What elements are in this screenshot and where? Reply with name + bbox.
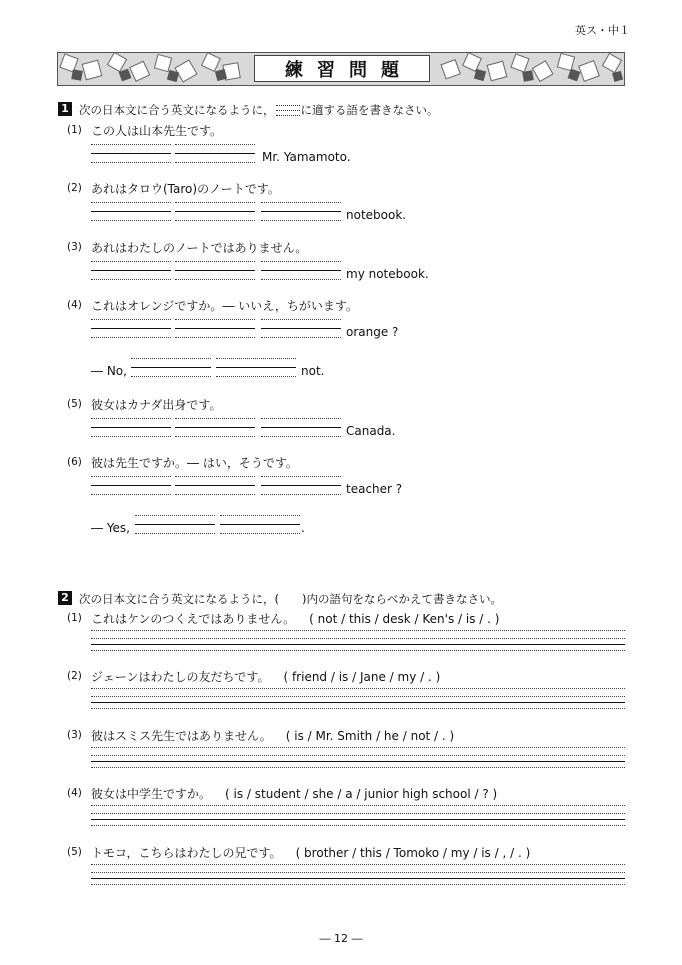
answer-prefix: ― No, <box>91 364 127 378</box>
question-number: (2) <box>67 182 82 194</box>
answer-blank[interactable] <box>261 319 341 339</box>
question-text: トモコ，こちらはわたしの兄です。 ( brother / this / Tomoko / my / is / , / . ) <box>91 846 531 860</box>
writing-line[interactable] <box>91 747 625 769</box>
answer-blank[interactable] <box>175 261 255 281</box>
sentence-tail: not. <box>301 364 325 378</box>
section-1-number: 1 <box>58 102 72 116</box>
answer-blank[interactable] <box>131 358 211 378</box>
question-text: これはケンのつくえではありません。 ( not / this / desk / Ken's / is / . ) <box>91 612 500 626</box>
answer-prefix: ― Yes, <box>91 521 130 535</box>
question-number: (3) <box>67 729 82 741</box>
question-text: あれはわたしのノートではありません。 <box>91 241 308 255</box>
answer-blank[interactable] <box>220 515 300 535</box>
sentence-tail: my notebook. <box>346 267 429 281</box>
sentence-tail: . <box>301 521 305 535</box>
decorative-pattern-left <box>58 52 248 86</box>
question-text: あれはタロウ(Taro)のノートです。 <box>91 182 280 196</box>
section-2-number: 2 <box>58 591 72 605</box>
question-text: 彼女はカナダ出身です。 <box>91 398 222 412</box>
answer-blank[interactable] <box>261 476 341 496</box>
question-number: (4) <box>67 787 82 799</box>
answer-blank[interactable] <box>135 515 215 535</box>
answer-blank[interactable] <box>175 476 255 496</box>
writing-line[interactable] <box>91 805 625 827</box>
decorative-pattern-right <box>437 52 624 86</box>
sentence-tail: notebook. <box>346 208 407 222</box>
dotted-blank-icon <box>276 105 300 116</box>
answer-blank[interactable] <box>175 202 255 222</box>
writing-line[interactable] <box>91 688 625 710</box>
section-1-instruction: 次の日本文に合う英文になるように， に適する語を書きなさい。 <box>79 103 439 117</box>
writing-line[interactable] <box>91 864 625 886</box>
answer-blank[interactable] <box>175 418 255 438</box>
question-number: (5) <box>67 846 82 858</box>
sentence-tail: orange ? <box>346 325 399 339</box>
page-number: ― 12 ― <box>319 932 363 945</box>
answer-blank[interactable] <box>91 476 171 496</box>
question-number: (4) <box>67 299 82 311</box>
answer-blank[interactable] <box>261 261 341 281</box>
question-number: (3) <box>67 241 82 253</box>
answer-blank[interactable] <box>91 418 171 438</box>
answer-blank[interactable] <box>216 358 296 378</box>
sentence-tail: Mr. Yamamoto. <box>262 150 351 164</box>
question-number: (5) <box>67 398 82 410</box>
answer-blank[interactable] <box>91 261 171 281</box>
question-text: これはオレンジですか。― いいえ，ちがいます。 <box>91 299 358 313</box>
question-text: 彼女は中学生ですか。 ( is / student / she / a / junior high school / ? ) <box>91 787 498 801</box>
answer-blank[interactable] <box>261 202 341 222</box>
answer-blank[interactable] <box>261 418 341 438</box>
question-text: 彼はスミス先生ではありません。 ( is / Mr. Smith / he / not / . ) <box>91 729 455 743</box>
answer-blank[interactable] <box>175 144 255 164</box>
sentence-tail: teacher ? <box>346 482 403 496</box>
question-text: この人は山本先生です。 <box>91 124 223 138</box>
section-2-instruction: 次の日本文に合う英文になるように，( )内の語句をならべかえて書きなさい。 <box>79 592 502 606</box>
question-text: 彼は先生ですか。― はい，そうです。 <box>91 456 298 470</box>
question-number: (2) <box>67 670 82 682</box>
answer-blank[interactable] <box>91 319 171 339</box>
course-label: 英ス・中１ <box>575 24 630 37</box>
writing-line[interactable] <box>91 630 625 652</box>
answer-blank[interactable] <box>91 202 171 222</box>
question-number: (1) <box>67 612 82 624</box>
question-number: (6) <box>67 456 82 468</box>
question-number: (1) <box>67 124 82 136</box>
sentence-tail: Canada. <box>346 424 396 438</box>
question-text: ジェーンはわたしの友だちです。 ( friend / is / Jane / my / . ) <box>91 670 441 684</box>
page-title: 練習問題 <box>254 55 430 82</box>
answer-blank[interactable] <box>175 319 255 339</box>
answer-blank[interactable] <box>91 144 171 164</box>
